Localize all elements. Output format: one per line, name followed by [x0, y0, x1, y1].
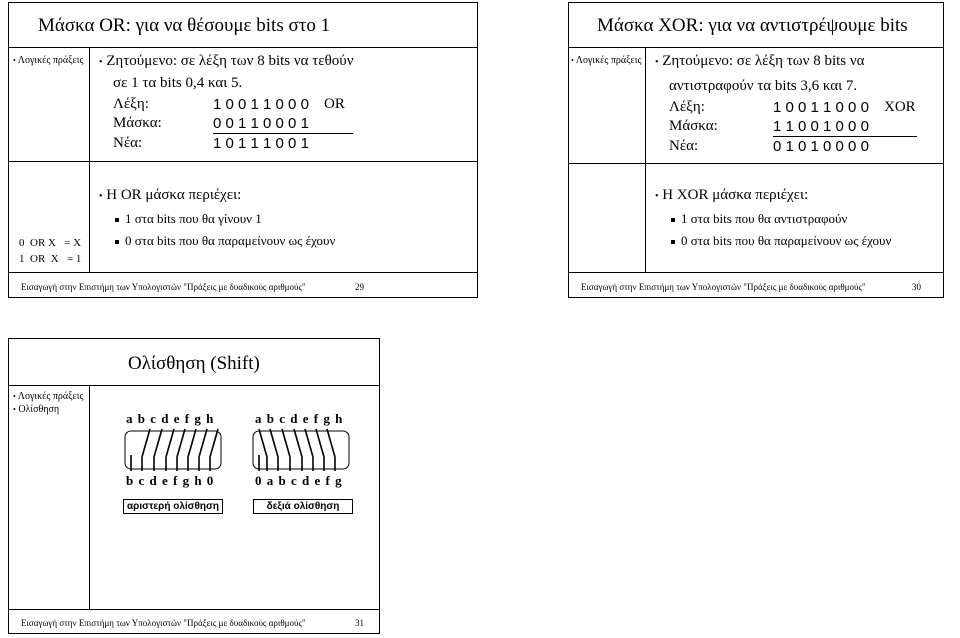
- result-rule: [773, 136, 917, 137]
- goal-line: • Ζητούμενο: σε λέξη των 8 bits να: [655, 53, 865, 69]
- new-bits: 0 1 0 1 0 0 0 0: [773, 138, 869, 155]
- operator: XOR: [884, 99, 916, 115]
- divider: [569, 163, 943, 164]
- rule-1: 0 OR X = X: [19, 237, 82, 249]
- square-bullet-icon: [115, 240, 119, 244]
- mask-point-2: 0 στα bits που θα παραμείνουν ως έχουν: [115, 233, 335, 249]
- square-bullet-icon: [115, 218, 119, 222]
- divider: [9, 272, 477, 273]
- left-shift-arrows: [119, 427, 229, 475]
- page-number: 29: [355, 282, 364, 292]
- side-item: • Λογικές πράξεις: [13, 55, 84, 66]
- footer-text: Εισαγωγή στην Επιστήμη των Υπολογιστών "Πράξεις με δυαδικούς αριθμούς": [21, 618, 306, 628]
- mask-bits: 1 1 0 0 1 0 0 0: [773, 118, 869, 135]
- square-bullet-icon: [671, 240, 675, 244]
- page-number: 30: [912, 282, 921, 292]
- left-shift-top-bits: a b c d e f g h: [126, 411, 214, 426]
- footer-text: Εισαγωγή στην Επιστήμη των Υπολογιστών "Πράξεις με δυαδικούς αριθμούς": [21, 282, 306, 292]
- square-bullet-icon: [671, 218, 675, 222]
- right-shift-arrows: [247, 427, 357, 475]
- divider: [645, 47, 646, 272]
- mask-label: Μάσκα:: [113, 115, 162, 131]
- slide-31: [8, 338, 380, 634]
- new-label: Νέα:: [669, 138, 699, 154]
- slide-title: Μάσκα XOR: για να αντιστρέψουμε bits: [597, 15, 908, 36]
- word-label: Λέξη:: [113, 96, 149, 112]
- slide-30: [568, 2, 944, 298]
- right-shift-label: δεξιά ολίσθηση: [253, 499, 353, 514]
- left-shift-bottom-bits: b c d e f g h 0: [126, 473, 214, 488]
- page-number: 31: [355, 618, 364, 628]
- divider: [9, 161, 477, 162]
- mask-bits: 0 0 1 1 0 0 0 1: [213, 115, 309, 132]
- goal-line: • Ζητούμενο: σε λέξη των 8 bits να τεθούν: [99, 53, 354, 69]
- right-shift-top-bits: a b c d e f g h: [255, 411, 343, 426]
- divider: [9, 609, 379, 610]
- side-item: • Ολίσθηση: [13, 404, 60, 415]
- result-rule: [213, 133, 353, 134]
- divider: [9, 47, 477, 48]
- new-label: Νέα:: [113, 135, 143, 151]
- word-bits: 1 0 0 1 1 0 0 0: [213, 96, 309, 113]
- right-shift-bottom-bits: 0 a b c d e f g: [255, 473, 342, 488]
- slide-29: [8, 2, 478, 298]
- mask-point-1: 1 στα bits που θα αντιστραφούν: [671, 211, 847, 227]
- mask-heading: • Η OR μάσκα περιέχει:: [99, 187, 242, 203]
- rule-2: 1 OR X = 1: [19, 253, 82, 265]
- word-bits: 1 0 0 1 1 0 0 0: [773, 99, 869, 116]
- mask-heading: • Η XOR μάσκα περιέχει:: [655, 187, 809, 203]
- mask-point-2: 0 στα bits που θα παραμείνουν ως έχουν: [671, 233, 891, 249]
- divider: [89, 385, 90, 609]
- side-item: • Λογικές πράξεις: [13, 391, 84, 402]
- left-shift-label: αριστερή ολίσθηση: [123, 499, 223, 514]
- mask-label: Μάσκα:: [669, 118, 718, 134]
- footer-text: Εισαγωγή στην Επιστήμη των Υπολογιστών "Πράξεις με δυαδικούς αριθμούς": [581, 282, 866, 292]
- divider: [9, 385, 379, 386]
- goal-line-2: αντιστραφούν τα bits 3,6 και 7.: [669, 78, 858, 94]
- divider: [569, 272, 943, 273]
- word-label: Λέξη:: [669, 99, 705, 115]
- operator: OR: [324, 96, 345, 112]
- slide-title: Μάσκα OR: για να θέσουμε bits στο 1: [38, 15, 331, 36]
- new-bits: 1 0 1 1 1 0 0 1: [213, 135, 309, 152]
- divider: [569, 47, 943, 48]
- goal-line-2: σε 1 τα bits 0,4 και 5.: [113, 75, 243, 91]
- mask-point-1: 1 στα bits που θα γίνουν 1: [115, 211, 262, 227]
- side-item: • Λογικές πράξεις: [571, 55, 642, 66]
- slide-title: Ολίσθηση (Shift): [128, 353, 260, 374]
- divider: [89, 47, 90, 272]
